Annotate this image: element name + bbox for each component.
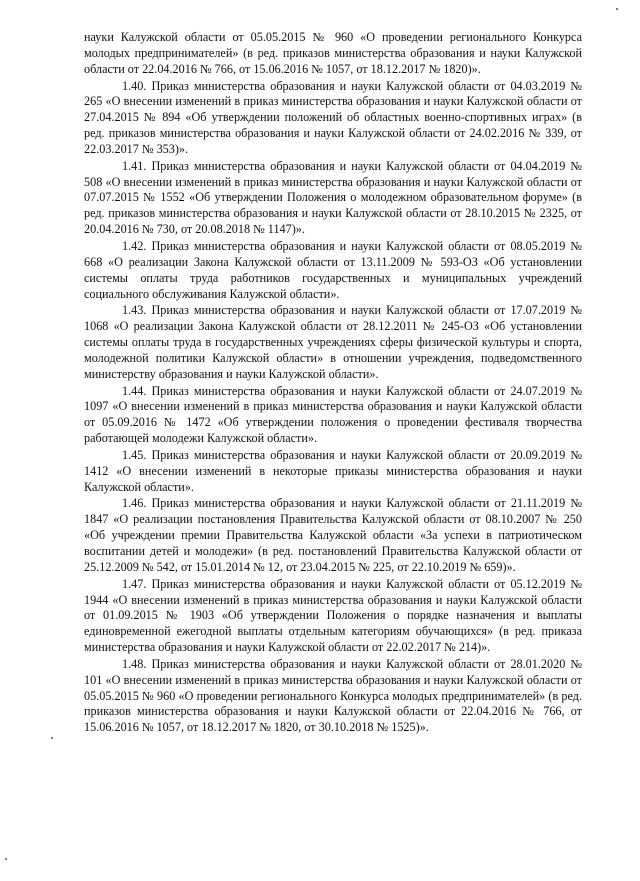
scan-speck (616, 8, 618, 10)
paragraph-1-45: 1.45. Приказ министерства образования и науки Калужской области от 20.09.2019 № 1412 «О внесении изменений в некоторые приказы министерства образования и науки Калужской области». (84, 447, 582, 494)
paragraph-1-48: 1.48. Приказ министерства образования и науки Калужской области от 28.01.2020 № 101 «О внесении изменений в приказ министерства образования и науки Калужской области от 05.05.2015 № 960 «О проведении регионального Конкурса молодых предпринимателей» (в ред. приказов министерства образования и науки Калужской области от 22.04.2016 № 766, от 15.06.2016 № 1057, от 18.12.2017 № 1820, от 30.10.2018 № 1525)». (84, 656, 582, 735)
paragraph-1-47: 1.47. Приказ министерства образования и науки Калужской области от 05.12.2019 № 1944 «О внесении изменений в приказ министерства образования и науки Калужской области от 01.09.2015 № 1903 «Об утверждении Положения о порядке назначения и выплаты единовременной ежегодной выплаты отдельным категориям обучающихся» (в ред. приказа министерства образования и науки Калужской области от 22.02.2017 № 214)». (84, 576, 582, 655)
document-page (84, 30, 582, 736)
paragraph-continuation: науки Калужской области от 05.05.2015 № 960 «О проведении регионального Конкурса молодых предпринимателей» (в ред. приказов министерства образования и науки Калужской области от 22.04.2016 № 766, от 15.06.2016 № 1057, от 18.12.2017 № 1820)». (84, 30, 582, 76)
paragraph-1-42: 1.42. Приказ министерства образования и науки Калужской области от 08.05.2019 № 668 «О реализации Закона Калужской области от 13.11.2009 № 593-ОЗ «Об установлении системы оплаты труда работников государственных и муниципальных учреждений социального обслуживания Калужской области». (84, 238, 582, 301)
paragraph-1-44: 1.44. Приказ министерства образования и науки Калужской области от 24.07.2019 № 1097 «О внесении изменений в приказ министерства образования и науки Калужской области от 05.09.2016 № 1472 «Об утверждении положения о проведении фестиваля творчества работающей молодежи Калужской области». (84, 383, 582, 446)
paragraph-1-43: 1.43. Приказ министерства образования и науки Калужской области от 17.07.2019 № 1068 «О реализации Закона Калужской области от 28.12.2011 № 245-ОЗ «Об установлении системы оплаты труда в государственных учреждениях сферы физической культуры и спорта, молодежной политики Калужской области» в отношении учреждения, подведомственного министерству образования и науки Калужской области». (84, 303, 582, 381)
paragraph-1-41: 1.41. Приказ министерства образования и науки Калужской области от 04.04.2019 № 508 «О внесении изменений в приказ министерства образования и науки Калужской области от 07.07.2015 № 1552 «Об утверждении Положения о молодежном образовательном форуме» (в ред. приказов министерства образования и науки Калужской области от 28.10.2015 № 2325, от 20.04.2016 № 730, от 20.08.2018 № 1147)». (84, 158, 582, 237)
scan-speck (5, 858, 7, 860)
paragraph-1-46: 1.46. Приказ министерства образования и науки Калужской области от 21.11.2019 № 1847 «О реализации постановления Правительства Калужской области от 08.10.2007 № 250 «Об учреждении премии Правительства Калужской области «За успехи в патриотическом воспитании детей и молодежи» (в ред. постановлений Правительства Калужской области от 25.12.2009 № 542, от 15.01.2014 № 12, от 23.04.2015 № 225, от 22.10.2019 № 659)». (84, 496, 582, 574)
paragraph-1-40: 1.40. Приказ министерства образования и науки Калужской области от 04.03.2019 № 265 «О внесении изменений в приказ министерства образования и науки Калужской области от 27.04.2015 № 894 «Об утверждении положений об областных военно-спортивных играх» (в ред. приказов министерства образования и науки Калужской области от 24.02.2016 № 339, от 22.03.2017 № 353)». (84, 78, 582, 156)
scan-speck (51, 737, 53, 739)
